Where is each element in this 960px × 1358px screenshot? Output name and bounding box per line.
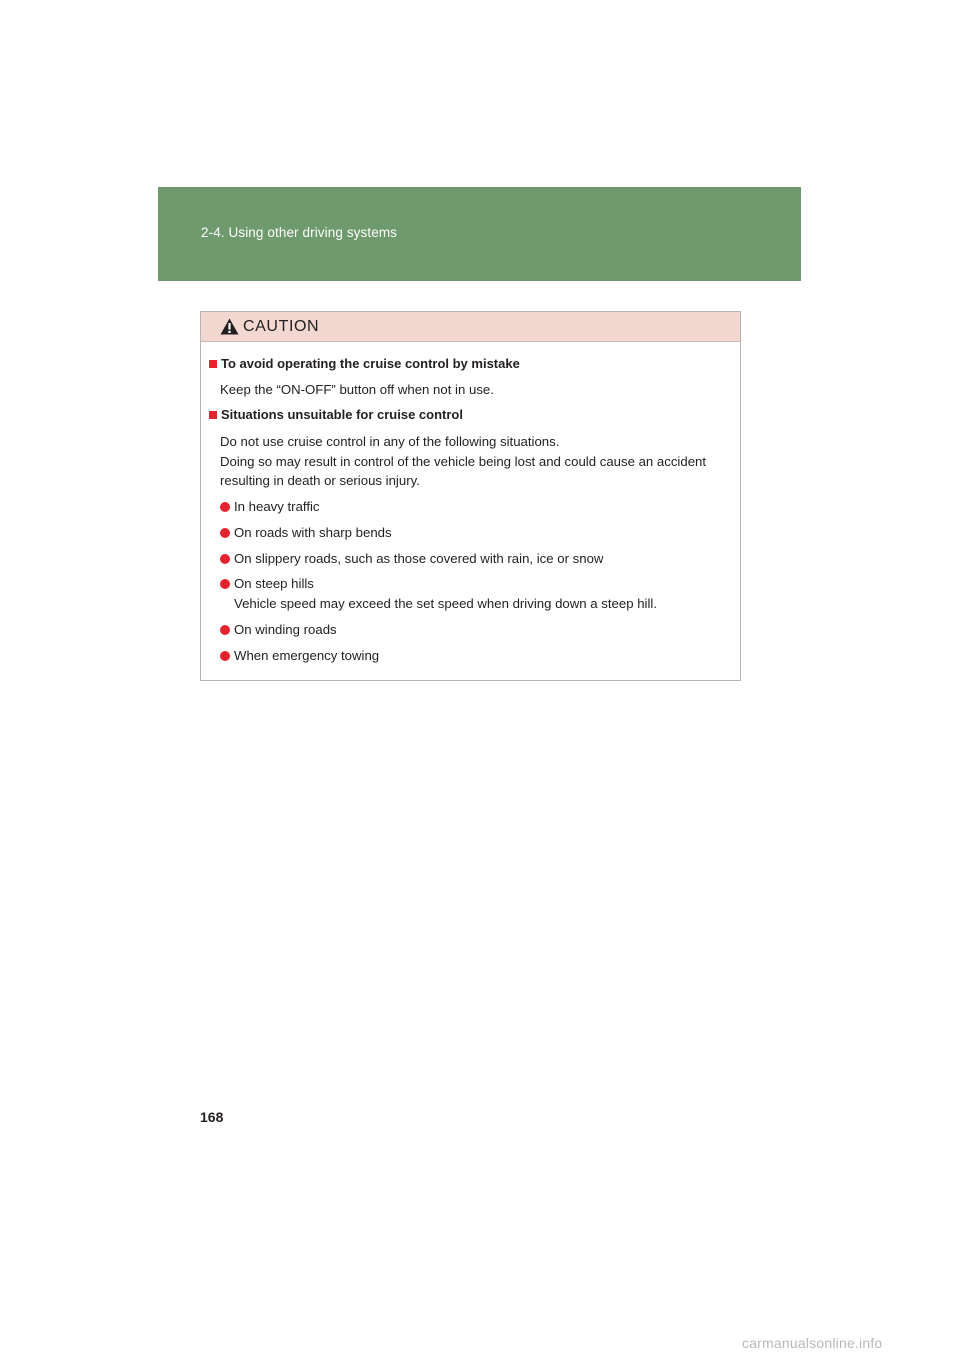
caution-label: CAUTION	[243, 318, 320, 335]
round-bullet-icon	[220, 651, 230, 661]
round-bullet-icon	[220, 528, 230, 538]
caution-box	[200, 311, 741, 681]
list-item: On steep hills Vehicle speed may exceed the set speed when driving down a steep hill.	[220, 574, 657, 613]
list-item-note: Vehicle speed may exceed the set speed when driving down a steep hill.	[234, 595, 657, 611]
list-item: When emergency towing	[220, 646, 379, 666]
warning-triangle-icon	[220, 318, 239, 335]
paragraph-line: Doing so may result in control of the vehicle being lost and could cause an accident	[220, 454, 707, 469]
list-item: On slippery roads, such as those covered with rain, ice or snow	[220, 549, 603, 569]
watermark-text: carmanualsonline.info	[742, 1335, 883, 1351]
round-bullet-icon	[220, 625, 230, 635]
square-bullet-icon	[209, 411, 217, 419]
paragraph-line: Do not use cruise control in any of the following situations.	[220, 434, 560, 449]
caution-header	[201, 312, 740, 342]
round-bullet-icon	[220, 579, 230, 589]
round-bullet-icon	[220, 554, 230, 564]
subheading-mistake: To avoid operating the cruise control by mistake	[209, 356, 520, 371]
list-item: In heavy traffic	[220, 497, 320, 517]
section-title: 2-4. Using other driving systems	[201, 225, 398, 240]
list-item: On roads with sharp bends	[220, 523, 392, 543]
subheading-unsuitable: Situations unsuitable for cruise control	[209, 407, 463, 422]
round-bullet-icon	[220, 502, 230, 512]
square-bullet-icon	[209, 360, 217, 368]
list-item: On winding roads	[220, 620, 337, 640]
paragraph-line: resulting in death or serious injury.	[220, 473, 420, 488]
paragraph-line: Keep the “ON-OFF” button off when not in use.	[220, 382, 494, 397]
page-number: 168	[200, 1109, 224, 1125]
section-header-band	[158, 187, 801, 281]
